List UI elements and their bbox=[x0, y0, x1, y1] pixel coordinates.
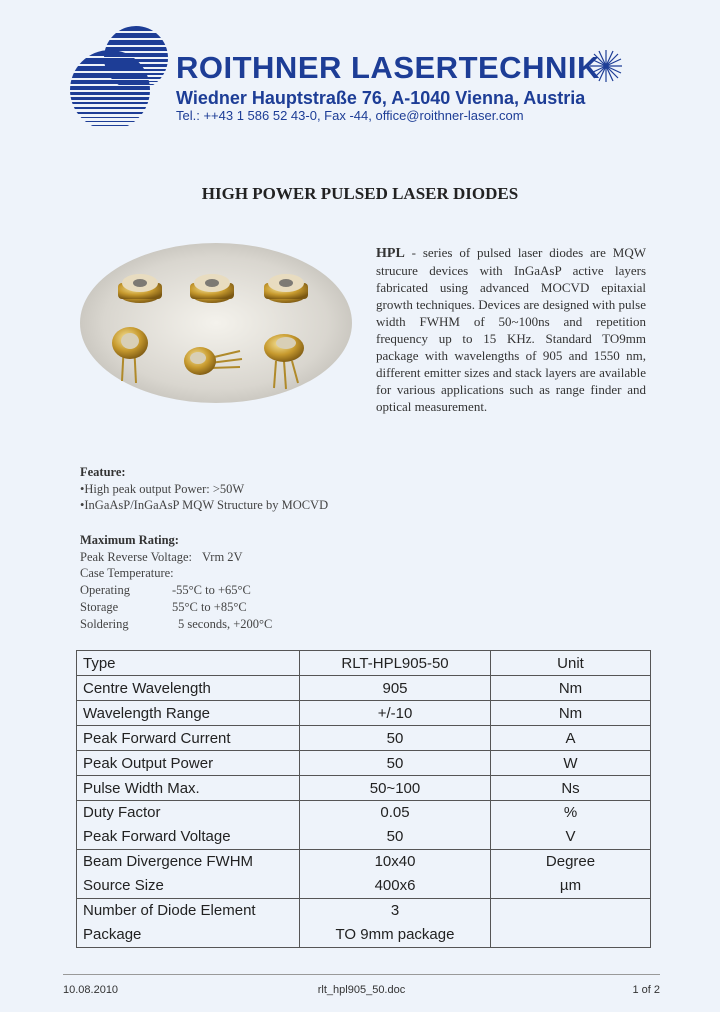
table-cell: Centre Wavelength bbox=[77, 676, 300, 701]
table-row bbox=[77, 726, 651, 751]
feature-section bbox=[80, 464, 328, 514]
table-cell bbox=[491, 850, 651, 899]
intro-lead: HPL bbox=[376, 246, 405, 261]
intro-text: - series of pulsed laser diodes are MQW strucure devices with InGaAsP active layers fabricated using advanced MOCVD epitaxial growth techniques. Devices are designed with pulse width FWHM of 50~100ns and repetition frequency up to 15 KHz. Standard TO9mm package with wavelengths of 905 and 1550 nm, different emitter sizes and stack layers are available for various applications such as range finder and optical measurement. bbox=[376, 245, 646, 414]
table-cell bbox=[77, 850, 300, 899]
group-label: Beam Divergence FWHM bbox=[83, 853, 254, 870]
table-cell bbox=[491, 801, 651, 850]
page-title: HIGH POWER PULSED LASER DIODES bbox=[201, 184, 519, 203]
footer-filename: rlt_hpl905_50.doc bbox=[317, 984, 406, 996]
table-cell bbox=[77, 801, 300, 850]
table-header-cell: Unit bbox=[491, 651, 651, 676]
group-label: Source Size bbox=[83, 877, 164, 894]
group-label: Number of Diode Element bbox=[83, 902, 256, 919]
group-unit: V bbox=[565, 828, 576, 845]
max-rating-section bbox=[80, 532, 272, 632]
rating-value: -55°C to +65°C bbox=[172, 583, 251, 598]
rating-label: Soldering bbox=[80, 616, 129, 631]
group-value: 400x6 bbox=[374, 877, 416, 894]
table-cell bbox=[300, 850, 491, 899]
group-value: 0.05 bbox=[380, 804, 410, 821]
table-cell: Ns bbox=[491, 776, 651, 801]
table-cell bbox=[300, 899, 491, 948]
rating-value: 5 seconds, +200°C bbox=[178, 616, 273, 631]
intro-paragraph bbox=[376, 244, 646, 415]
table-cell bbox=[77, 899, 300, 948]
table-cell: 50 bbox=[300, 751, 491, 776]
letterhead bbox=[68, 22, 668, 132]
laser-diodes-photo bbox=[80, 243, 352, 403]
table-header-cell: RLT-HPL905-50 bbox=[300, 651, 491, 676]
table-row-group bbox=[77, 801, 651, 850]
group-value: 3 bbox=[390, 902, 400, 919]
group-value: TO 9mm package bbox=[335, 926, 455, 943]
table-row bbox=[77, 701, 651, 726]
footer-page-number: 1 of 2 bbox=[632, 984, 660, 996]
table-cell: 50~100 bbox=[300, 776, 491, 801]
table-cell: Nm bbox=[491, 676, 651, 701]
group-unit: % bbox=[563, 804, 578, 821]
case-temperature-label: Case Temperature: bbox=[80, 566, 174, 581]
table-cell: A bbox=[491, 726, 651, 751]
table-row bbox=[77, 751, 651, 776]
table-row bbox=[77, 676, 651, 701]
sphere-logo-icon bbox=[68, 22, 178, 132]
feature-item: •High peak output Power: >50W bbox=[80, 481, 245, 496]
feature-heading: Feature: bbox=[80, 465, 126, 479]
table-cell: 905 bbox=[300, 676, 491, 701]
rating-label: Storage bbox=[80, 599, 119, 614]
company-name: ROITHNER LASERTECHNIK bbox=[176, 50, 600, 85]
table-cell: W bbox=[491, 751, 651, 776]
table-header-row bbox=[77, 651, 651, 676]
table-cell: Pulse Width Max. bbox=[77, 776, 300, 801]
reverse-voltage-value: Vrm 2V bbox=[202, 549, 243, 564]
feature-item: •InGaAsP/InGaAsP MQW Structure by MOCVD bbox=[80, 498, 329, 513]
company-address: Wiedner Hauptstraße 76, A-1040 Vienna, Austria bbox=[176, 88, 586, 108]
table-cell: Peak Forward Current bbox=[77, 726, 300, 751]
group-label: Peak Forward Voltage bbox=[83, 828, 231, 845]
page-footer bbox=[63, 974, 660, 996]
rating-value: 55°C to +85°C bbox=[172, 599, 247, 614]
group-value: 10x40 bbox=[374, 853, 416, 870]
group-unit: Degree bbox=[545, 853, 596, 870]
max-rating-heading: Maximum Rating: bbox=[80, 533, 179, 547]
rating-label: Operating bbox=[80, 583, 130, 598]
table-header-cell: Type bbox=[77, 651, 300, 676]
table-cell bbox=[491, 899, 651, 948]
footer-date: 10.08.2010 bbox=[63, 984, 119, 996]
laser-star-icon bbox=[588, 48, 624, 84]
table-cell: 50 bbox=[300, 726, 491, 751]
group-unit: µm bbox=[559, 877, 582, 894]
reverse-voltage-label: Peak Reverse Voltage: bbox=[80, 549, 193, 564]
spec-table bbox=[76, 650, 651, 948]
group-label: Package bbox=[83, 926, 142, 943]
table-cell bbox=[300, 801, 491, 850]
table-cell: Wavelength Range bbox=[77, 701, 300, 726]
group-label: Duty Factor bbox=[83, 804, 161, 821]
table-cell: Nm bbox=[491, 701, 651, 726]
table-cell: Peak Output Power bbox=[77, 751, 300, 776]
company-contact: Tel.: ++43 1 586 52 43-0, Fax -44, office@roithner-laser.com bbox=[176, 108, 524, 123]
table-cell: +/-10 bbox=[300, 701, 491, 726]
table-row-group bbox=[77, 850, 651, 899]
table-row bbox=[77, 776, 651, 801]
table-row-group bbox=[77, 899, 651, 948]
group-value: 50 bbox=[386, 828, 404, 845]
